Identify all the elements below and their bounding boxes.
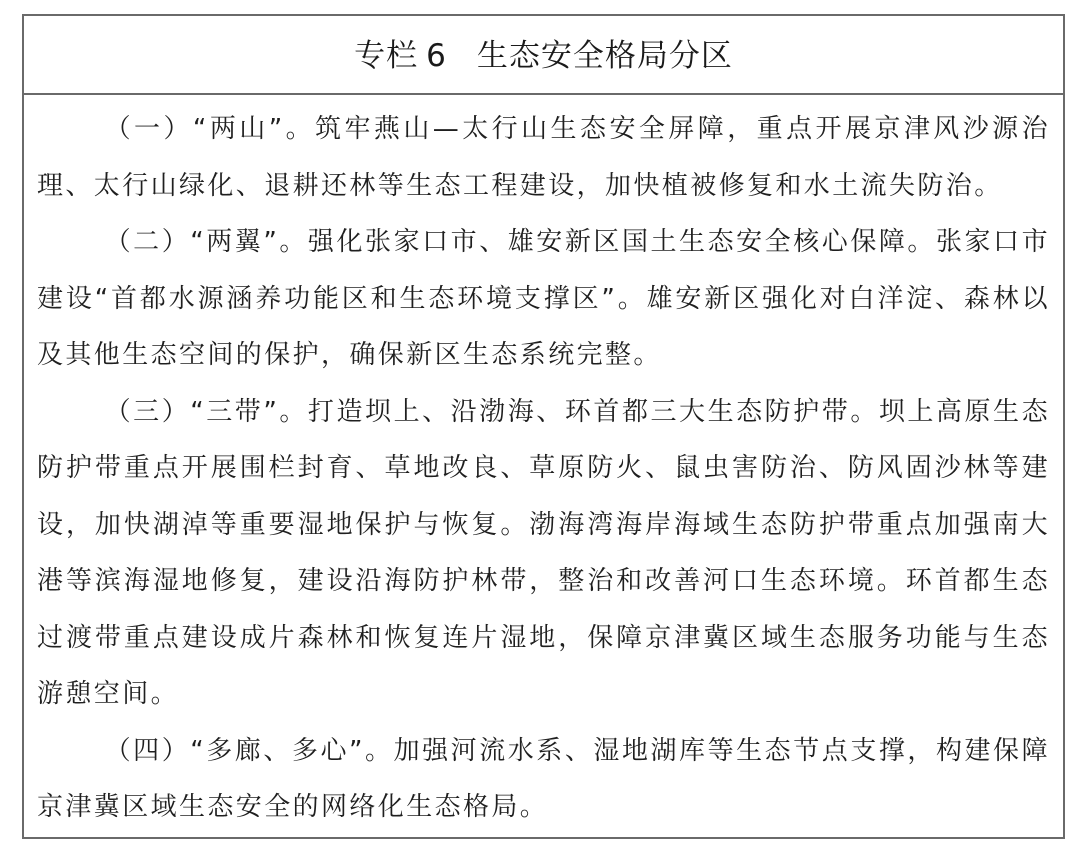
paragraph-three-belts (37, 384, 1050, 723)
paragraph-label: （二）“两翼”。 (104, 227, 308, 257)
title-text: 生态安全格局分区 (476, 38, 733, 74)
paragraph-label: （四）“多廊、多心”。 (104, 735, 394, 766)
title-row (24, 16, 1063, 95)
box-content (24, 95, 1063, 836)
paragraph-text: 筑牢燕山—太行山生态安全屏障，重点开展京津风沙源治理、太行山绿化、退耕还林等生态工程建设，加快植被修复和水土流失防治。 (37, 114, 1050, 201)
feature-box (22, 14, 1065, 839)
title-prefix: 专栏 (354, 38, 419, 74)
title-number: 6 (426, 38, 447, 74)
paragraph-text: 加强河流水系、湿地湖库等生态节点支撑，构建保障京津冀区域生态安全的网络化生态格局。 (37, 735, 1051, 822)
paragraph-two-wings (37, 214, 1050, 384)
paragraph-corridors-cores (37, 723, 1050, 836)
paragraph-two-mountains (37, 101, 1050, 214)
paragraph-text: 打造坝上、沿渤海、环首都三大生态防护带。坝上高原生态防护带重点开展围栏封育、草地改良、草原防火、鼠虫害防治、防风固沙林等建设，加快湖淖等重要湿地保护与恢复。渤海湾海岸海域生态防护带重点加强南大港等滨海湿地修复，建设沿海防护林带，整治和改善河口生态环境。环首都生态过渡带重点建设成片森林和恢复连片湿地，保障京津冀区域生态服务功能与生态游憩空间。 (37, 396, 1051, 709)
paragraph-text: 强化张家口市、雄安新区国土生态安全核心保障。张家口市建设“首都水源涵养功能区和生态环境支撑区”。雄安新区强化对白洋淀、森林以及其他生态空间的保护，确保新区生态系统完整。 (37, 227, 1051, 370)
paragraph-label: （三）“三带”。 (104, 396, 308, 427)
box-title (354, 30, 733, 75)
paragraph-label: （一）“两山”。 (104, 114, 316, 144)
